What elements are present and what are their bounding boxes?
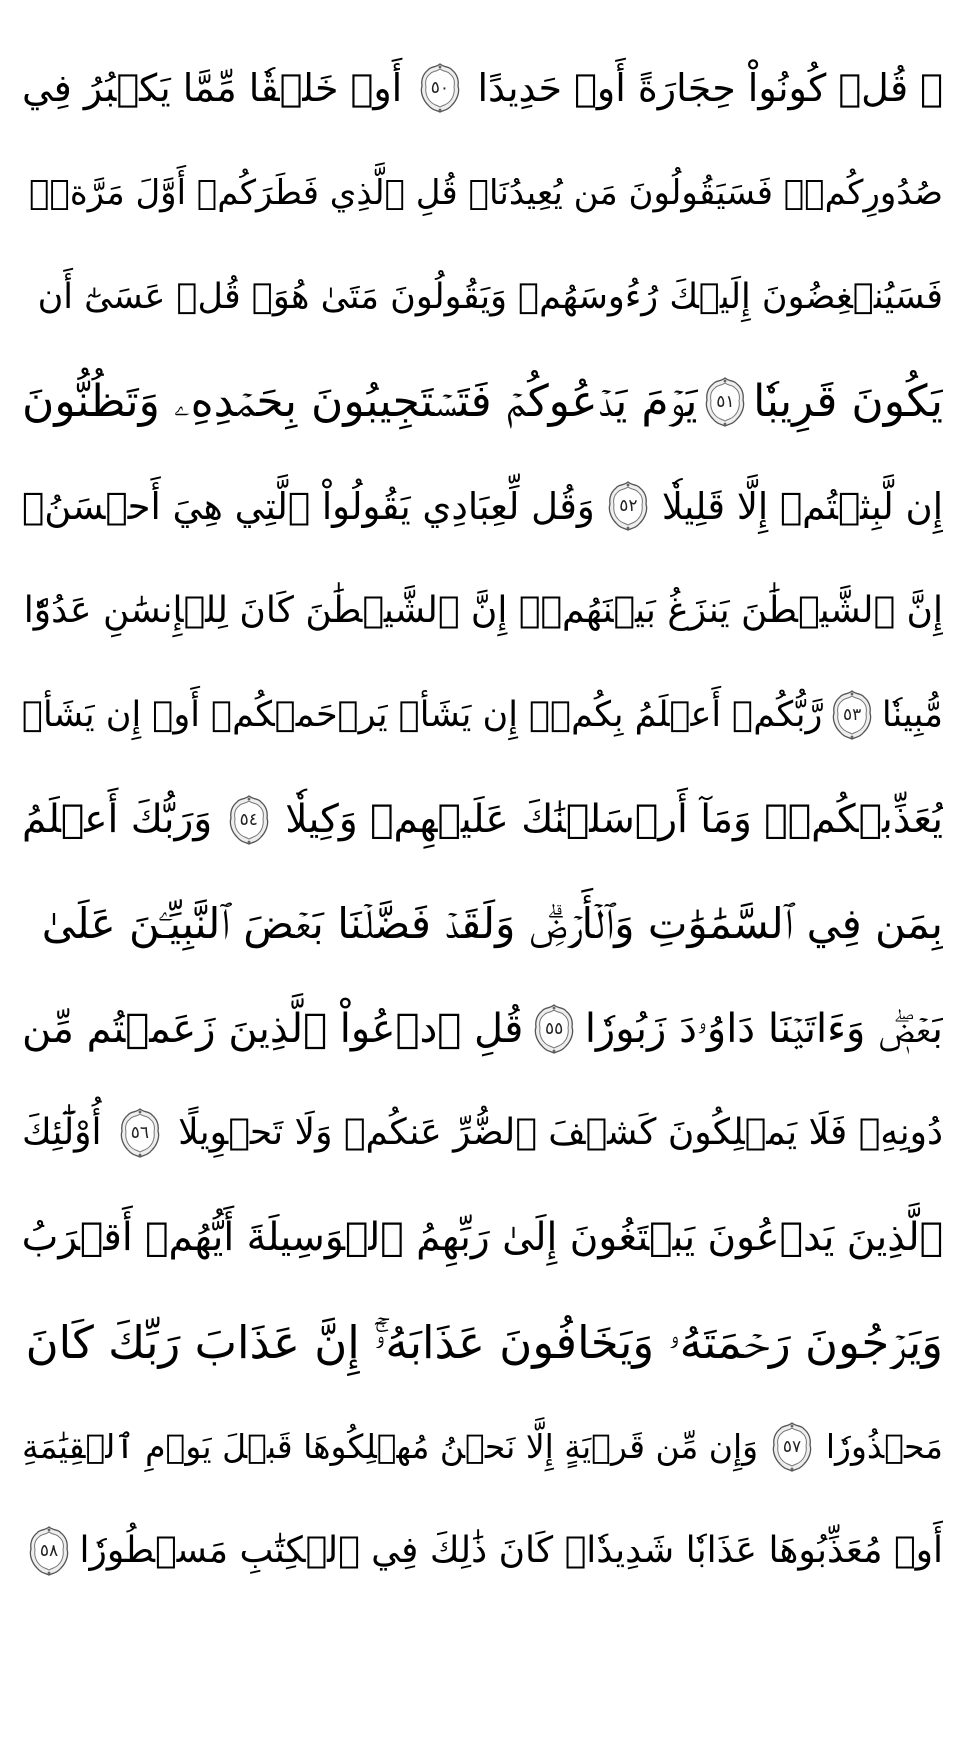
ayah-number: ٥٧	[782, 1436, 802, 1457]
verse-text: مَحۡذُورٗا	[825, 1427, 943, 1467]
text-line	[22, 245, 943, 350]
ayah-number-marker	[119, 1107, 161, 1159]
ayah-number: ٥٣	[843, 705, 862, 726]
verse-text: أُوْلَٰٓئِكَ	[22, 1112, 102, 1154]
text-line	[22, 1395, 943, 1500]
ayah-number-marker	[607, 480, 649, 532]
text-line	[22, 1499, 943, 1604]
verse-text: وَرَبُّكَ أَعۡلَمُ	[22, 797, 213, 843]
verse-text: إِن لَّبِثۡتُمۡ إِلَّا قَلِيلٗا	[661, 484, 943, 528]
verse-text: أَوۡ مُعَذِّبُوهَا عَذَابٗا شَدِيدٗاۚ كَانَ ذَٰلِكَ فِي ٱلۡكِتَٰبِ مَسۡطُورٗا	[79, 1530, 943, 1572]
verse-text: يَكُونَ قَرِيبٗا	[753, 375, 943, 427]
verse-text: بِمَن فِي ٱلسَّمَٰوَٰتِ وَٱلۡأَرۡضِۗ وَلَقَدۡ فَضَّلۡنَا بَعۡضَ ٱلنَّبِيِّـۧنَ عَلَىٰ	[41, 899, 943, 949]
text-line	[22, 454, 943, 559]
text-line	[22, 36, 943, 141]
verse-text: صُدُورِكُمۡۚ فَسَيَقُولُونَ مَن يُعِيدُنَاۖ قُلِ ٱلَّذِي فَطَرَكُمۡ أَوَّلَ مَرَّةٖۚ	[29, 172, 943, 213]
verse-text: يُعَذِّبۡكُمۡۚ وَمَآ أَرۡسَلۡنَٰكَ عَلَيۡهِمۡ وَكِيلٗا	[285, 797, 943, 843]
ayah-number-marker	[228, 794, 270, 846]
verse-text: ۞ قُلۡ كُونُواْ حِجَارَةً أَوۡ حَدِيدًا	[477, 66, 943, 111]
ayah-number: ٥٤	[239, 809, 258, 830]
text-line	[22, 663, 943, 768]
verse-text: فَسَيُنۡغِضُونَ إِلَيۡكَ رُءُوسَهُمۡ وَيَقُولُونَ مَتَىٰ هُوَۖ قُلۡ عَسَىٰٓ أَن	[37, 276, 943, 317]
ayah-number-marker	[831, 689, 873, 741]
verse-text: وَقُل لِّعِبَادِي يَقُولُواْ ٱلَّتِي هِيَ أَحۡسَنُۚ	[22, 484, 595, 528]
verse-text: يَوۡمَ يَدۡعُوكُمۡ فَتَسۡتَجِيبُونَ بِحَمۡدِهِۦ وَتَظُنُّونَ	[22, 375, 698, 427]
ayah-number: ٥٦	[130, 1123, 149, 1144]
ayah-number: ٥٨	[39, 1541, 59, 1562]
text-line	[22, 768, 943, 873]
ayah-number-marker	[771, 1421, 813, 1473]
ayah-number-marker	[533, 1003, 575, 1055]
ayah-number-marker	[28, 1525, 70, 1577]
verse-text: وَيَرۡجُونَ رَحۡمَتَهُۥ وَيَخَافُونَ عَذَابَهُۥٓۚ إِنَّ عَذَابَ رَبِّكَ كَانَ	[25, 1315, 943, 1369]
ayah-number-marker	[704, 376, 746, 428]
verse-text: دُونِهِۦ فَلَا يَمۡلِكُونَ كَشۡفَ ٱلضُّرِّ عَنكُمۡ وَلَا تَحۡوِيلًا	[178, 1112, 943, 1154]
text-line	[22, 872, 943, 977]
verse-text: بَعۡضٖۖ وَءَاتَيۡنَا دَاوُۥدَ زَبُورٗا	[584, 1005, 943, 1052]
verse-text: أَوۡ خَلۡقٗا مِّمَّا يَكۡبُرُ فِي	[22, 66, 403, 111]
verse-text: إِنَّ ٱلشَّيۡطَٰنَ يَنزَغُ بَيۡنَهُمۡۚ إِنَّ ٱلشَّيۡطَٰنَ كَانَ لِلۡإِنسَٰنِ عَدُوّٗا	[23, 589, 943, 631]
text-line	[22, 1290, 943, 1395]
verse-text: وَإِن مِّن قَرۡيَةٍ إِلَّا نَحۡنُ مُهۡلِكُوهَا قَبۡلَ يَوۡمِ ٱلۡقِيَٰمَةِ	[22, 1427, 759, 1467]
ayah-number-marker	[419, 62, 461, 114]
text-line	[22, 1186, 943, 1291]
text-line	[22, 1081, 943, 1186]
verse-text: قُلِ ٱدۡعُواْ ٱلَّذِينَ زَعَمۡتُم مِّن	[22, 1005, 524, 1052]
ayah-number: ٥١	[716, 391, 735, 412]
verse-text: مُّبِينٗا	[881, 694, 943, 735]
text-line	[22, 977, 943, 1082]
text-line	[22, 350, 943, 455]
text-line	[22, 559, 943, 664]
ayah-number: ٥٢	[619, 496, 638, 517]
verse-text: رَّبُّكُمۡ أَعۡلَمُ بِكُمۡۖ إِن يَشَأۡ يَرۡحَمۡكُمۡ أَوۡ إِن يَشَأۡ	[22, 694, 823, 735]
ayah-number: ٥٥	[544, 1018, 564, 1039]
ayah-number: ٥٠	[430, 78, 449, 99]
text-line	[22, 141, 943, 246]
verse-text: ٱلَّذِينَ يَدۡعُونَ يَبۡتَغُونَ إِلَىٰ رَبِّهِمُ ٱلۡوَسِيلَةَ أَيُّهُمۡ أَقۡرَبُ	[22, 1215, 943, 1261]
